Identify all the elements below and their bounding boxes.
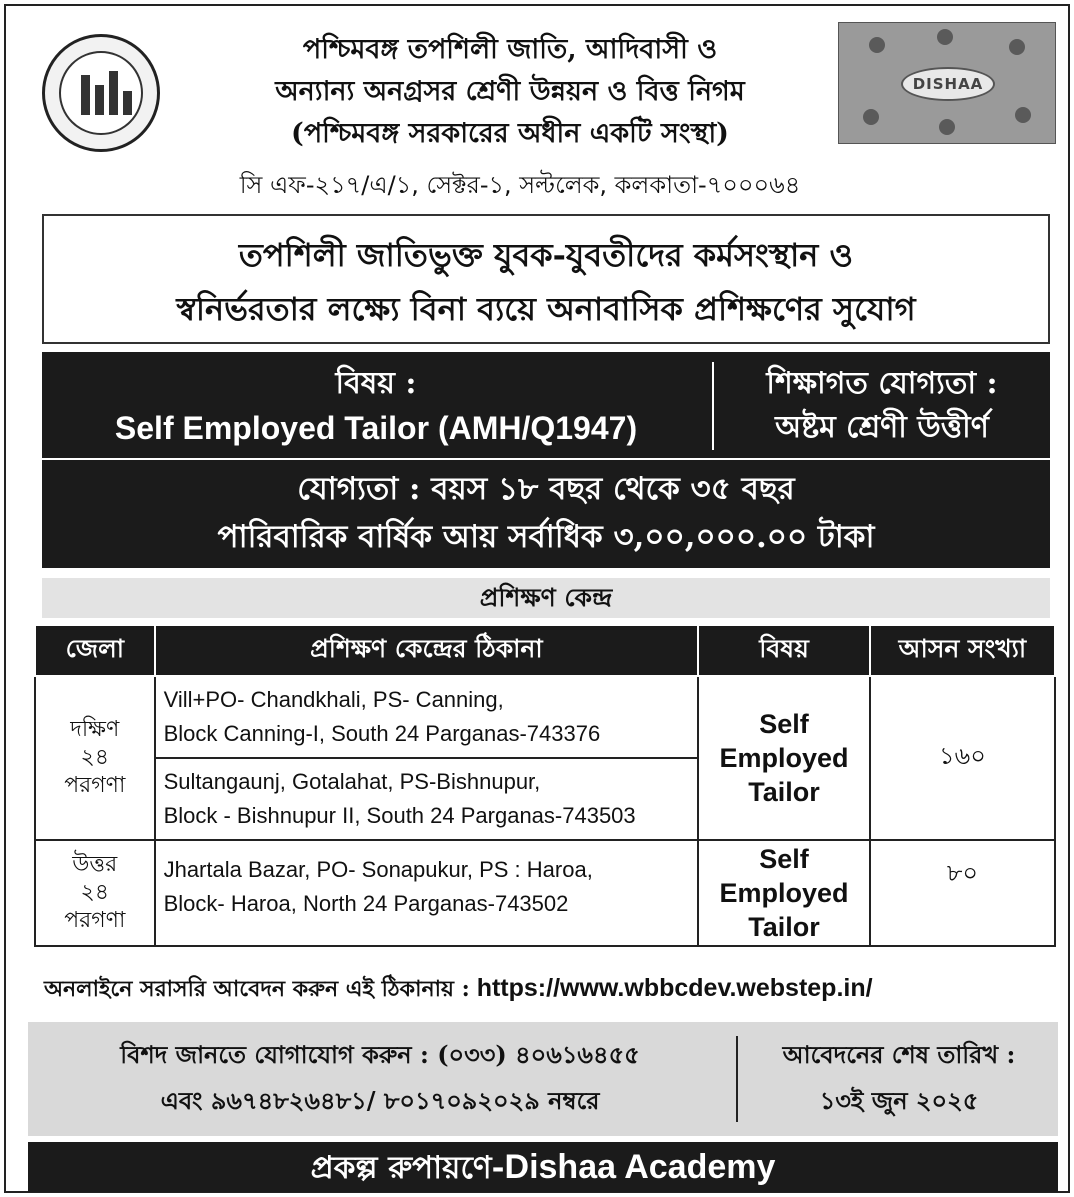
corporation-logo xyxy=(42,34,160,152)
district-text: দক্ষিণ xyxy=(70,717,120,742)
education-column xyxy=(714,362,1050,450)
eligibility-age: যোগ্যতা : বয়স ১৮ বছর থেকে ৩৫ বছর xyxy=(297,471,795,507)
center-address xyxy=(155,758,699,840)
footer-academy-name: Dishaa Academy xyxy=(504,1148,776,1186)
course-info-block xyxy=(42,352,1050,568)
contact-divider xyxy=(736,1036,738,1122)
deadline-label: আবেদনের শেষ তারিখ : xyxy=(782,1040,1016,1069)
eligibility-income: পারিবারিক বার্ষিক আয় সর্বাধিক ৩,০০,০০০.০০ টাকা xyxy=(217,519,875,555)
training-centers-table xyxy=(34,626,1056,947)
header-subject: বিষয় xyxy=(698,626,870,676)
headline-box xyxy=(42,214,1050,344)
org-name-line-3: (পশ্চিমবঙ্গ সরকারের অধীন একটি সংস্থা) xyxy=(291,118,729,149)
headline-line-1: তপশিলী জাতিভুক্ত যুবক-যুবতীদের কর্মসংস্থান ও xyxy=(238,236,854,274)
logo-emblem-icon xyxy=(59,51,143,135)
subject-text: Self xyxy=(759,844,809,874)
header-district: জেলা xyxy=(35,626,155,676)
contact-line-2: এবং ৯৬৭৪৮২৬৪৮১/ ৮০১৭০৯২০২৯ নম্বরে xyxy=(160,1086,600,1115)
dishaa-logo-image xyxy=(838,22,1056,144)
address-line: Block Canning-I, South 24 Parganas-743376 xyxy=(163,721,601,746)
subject-text: Employed xyxy=(719,743,849,773)
center-address xyxy=(155,840,699,946)
address-line: Sultangaunj, Gotalahat, PS-Bishnupur, xyxy=(163,769,541,794)
address-line: Block- Haroa, North 24 Parganas-743502 xyxy=(163,891,569,916)
education-label: শিক্ষাগত যোগ্যতা : xyxy=(766,366,998,401)
subject-cell xyxy=(698,676,870,840)
contact-details xyxy=(28,1032,732,1124)
education-value: অষ্টম শ্রেণী উত্তীর্ণ xyxy=(775,410,989,445)
address-line: Jhartala Bazar, PO- Sonapukur, PS : Haroa, xyxy=(163,857,593,882)
district-text: ২৪ xyxy=(80,745,110,770)
org-name-line-1: পশ্চিমবঙ্গ তপশিলী জাতি, আদিবাসী ও xyxy=(302,34,718,65)
deadline-details xyxy=(740,1032,1058,1124)
subject-cell xyxy=(698,840,870,946)
district-text: উত্তর xyxy=(72,852,118,877)
subject-text: Tailor xyxy=(748,912,820,942)
seats-cell: ৮০ xyxy=(870,840,1055,946)
table-header-row xyxy=(35,626,1055,676)
training-centers-heading: প্রশিক্ষণ কেন্দ্র xyxy=(42,578,1050,618)
header-seats: আসন সংখ্যা xyxy=(870,626,1055,676)
address-line: Vill+PO- Chandkhali, PS- Canning, xyxy=(163,687,504,712)
org-name-line-2: অন্যান্য অনগ্রসর শ্রেণী উন্নয়ন ও বিত্ত নিগম xyxy=(275,76,745,107)
online-apply-line xyxy=(44,966,1054,1012)
center-address xyxy=(155,676,699,758)
online-apply-label: অনলাইনে সরাসরি আবেদন করুন এই ঠিকানায় : xyxy=(44,976,470,1002)
district-text: পরগণা xyxy=(64,773,126,798)
subject-value: Self Employed Tailor (AMH/Q1947) xyxy=(114,410,638,446)
footer-prefix: প্রকল্প রুপায়ণে- xyxy=(310,1150,505,1186)
district-cell xyxy=(35,840,155,946)
deadline-value: ১৩ই জুন ২০২৫ xyxy=(819,1086,979,1115)
subject-column xyxy=(42,362,710,450)
footer-band xyxy=(28,1142,1058,1192)
dishaa-logo-text: DISHAA xyxy=(901,67,995,101)
header-address: প্রশিক্ষণ কেন্দ্রের ঠিকানা xyxy=(155,626,699,676)
headline-line-2: স্বনির্ভরতার লক্ষ্যে বিনা ব্যয়ে অনাবাসিক প্রশিক্ষণের সুযোগ xyxy=(176,290,916,328)
district-text: পরগণা xyxy=(64,908,126,933)
table-row xyxy=(35,840,1055,946)
subject-text: Tailor xyxy=(748,777,820,807)
contact-block xyxy=(28,1022,1058,1136)
address-line: Block - Bishnupur II, South 24 Parganas-743503 xyxy=(163,803,636,828)
table-row xyxy=(35,676,1055,758)
subject-text: Self xyxy=(759,709,809,739)
subject-label: বিষয় : xyxy=(335,366,417,401)
contact-line-1: বিশদ জানতে যোগাযোগ করুন : (০৩৩) ৪০৬১৬৪৫৫ xyxy=(120,1040,640,1069)
subject-text: Employed xyxy=(719,878,849,908)
district-cell xyxy=(35,676,155,840)
online-apply-link[interactable]: https://www.wbbcdev.webstep.in/ xyxy=(476,974,873,1002)
org-address: সি এফ-২১৭/এ/১, সেক্টর-১, সল্টলেক, কলকাতা-৭০০০৬৪ xyxy=(239,171,801,199)
seats-cell: ১৬০ xyxy=(870,676,1055,840)
row-divider xyxy=(42,458,1050,460)
district-text: ২৪ xyxy=(80,880,110,905)
